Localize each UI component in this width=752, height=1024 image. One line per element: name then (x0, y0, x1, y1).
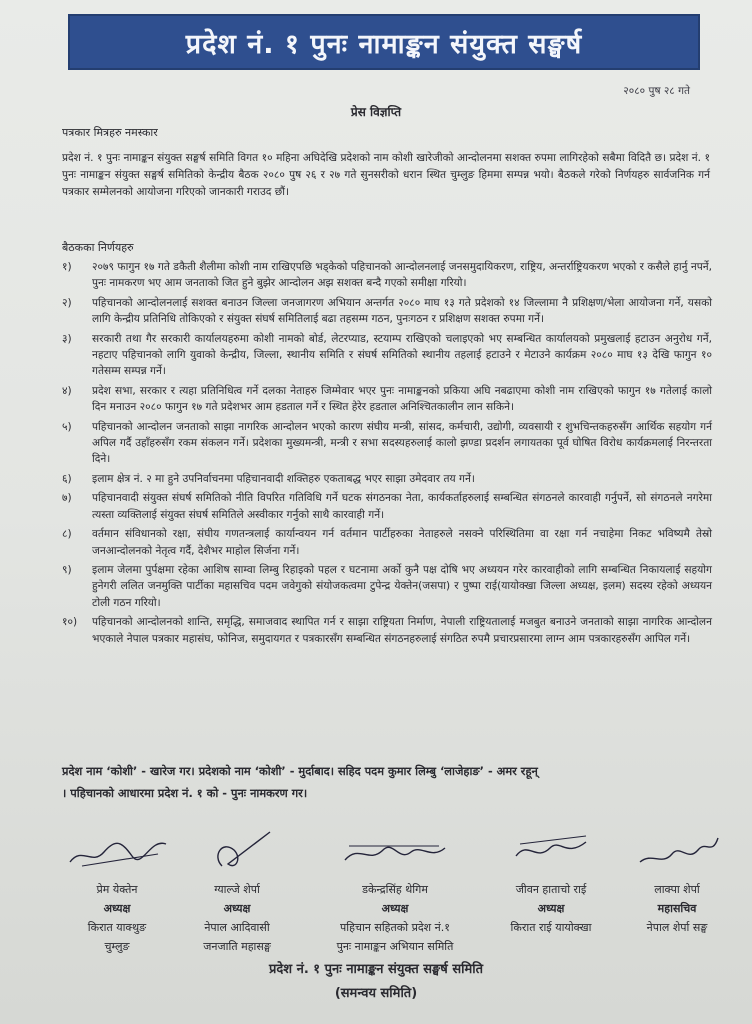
signatory-5 (612, 826, 742, 937)
signatory-role: अध्यक्ष (103, 902, 131, 915)
signatory-2 (172, 826, 302, 956)
decision-number: ६) (62, 472, 72, 485)
salutation: पत्रकार मित्रहरु नमस्कार (62, 126, 158, 139)
signatory-name: लाक्पा शेर्पा (654, 883, 700, 896)
decision-item (62, 526, 712, 559)
signatory-org: पहिचान सहितको प्रदेश नं.१ (340, 921, 450, 934)
signatory-name: डकेन्द्रसिंह थेगिम (362, 883, 428, 896)
decision-text: पहिचानवादी संयुक्त संघर्ष समितिको नीति विपरित गतिविधि गर्ने घटक संगठनका नेता, कार्यकर्ताहरुलाई सम्बन्धित संगठनले कारवाही गर्नुपर्ने, सो संगठनले नगरेमा त्यस्ता व्यक्तिलाई संयुक्त संघर्ष समितिले अस्वीकार गर्नुको साथै कारवाही गर्ने। (92, 492, 712, 521)
signatory-org: नेपाल शेर्पा सङ्घ (646, 921, 708, 934)
slogans (62, 760, 712, 804)
decision-item (62, 419, 712, 468)
slogan-line: । पहिचानको आधारमा प्रदेश नं. १ को - पुनः नामकरण गर। (62, 786, 308, 800)
decision-number: ८) (62, 528, 72, 541)
signatory-org: नेपाल आदिवासी (204, 921, 270, 934)
signatory-name: ग्याल्जे शेर्पा (214, 883, 260, 896)
decision-item (62, 259, 712, 292)
decision-number: १०) (62, 616, 78, 629)
header-banner (68, 14, 700, 70)
signature-scribble (62, 826, 172, 874)
decision-item (62, 331, 712, 380)
signatory-4 (486, 826, 616, 937)
decisions-list (62, 259, 712, 650)
signatory-role: अध्यक्ष (537, 902, 565, 915)
decision-number: ९) (62, 563, 72, 576)
intro-paragraph: प्रदेश नं. १ पुनः नामाङ्कन संयुक्त सङ्घर्ष समिति विगत १० महिना अघिदेखि प्रदेशको नाम कोशी खारेजीको आन्दोलनमा सशक्त रुपमा लागिरहेको सबैमा विदितै छ। प्रदेश नं. १ पुनः नामाङ्कन संयुक्त सङ्घर्ष समितिको केन्द्रीय बैठक २०८० पुष २६ र २७ गते सुनसरीको धरान स्थित चुम्लुङ हिममा सम्पन्न भयो। बैठकले गरेको निर्णयहरु सार्वजनिक गर्न पत्रकार सम्मेलनको आयोजना गरिएको जानकारी गराउद छौं। (62, 152, 710, 198)
signature-scribble (335, 826, 455, 874)
decision-item (62, 471, 712, 487)
footer-committee: प्रदेश नं. १ पुनः नामाङ्कन संयुक्त सङ्घर्ष समिति (268, 962, 484, 977)
slogan-line: प्रदेश नाम ‘कोशी’ - खारेज गर। प्रदेशको नाम ‘कोशी’ - मुर्दाबाद। सहिद पदम कुमार लिम्बु ‘लाजेहाङ’ - अमर रहून् (62, 764, 538, 778)
decision-text: वर्तमान संविधानको रक्षा, संघीय गणतन्त्रलाई कार्यान्वयन गर्न वर्तमान पार्टीहरुका नेताहरुले नसक्ने परिस्थितिमा वा रक्षा गर्न नचाहेमा निकट भविष्यमै तेस्रो जनआन्दोलनको नेतृत्व गर्दै, देशैभर माहोल सिर्जना गर्ने। (92, 528, 712, 557)
signature-scribble (632, 826, 722, 874)
decision-item (62, 490, 712, 523)
release-date: २०८० पुष २८ गते (623, 85, 690, 97)
decision-text: प्रदेश सभा, सरकार र त्यहा प्रतिनिधित्व गर्ने दलका नेताहरु जिम्मेवार भएर पुनः नामाङ्कनको प्रकिया अघि नबढाएमा कोशी नाम राखिएको फागुन १७ गतेलाई कालो दिन मनाउन २०८० फागुन १७ गते प्रदेशभर आम हडताल गर्ने र स्थित हेरेर हडताल अनिश्चितकालीन लान सकिने। (92, 384, 712, 414)
decision-text: इलाम जेलमा पुर्पक्षमा रहेका आशिष साम्वा लिम्बु रिहाइको पहल र घटनामा अर्को कुनै पक्ष दोषि भए अध्ययन गरेर कारवाहीको लागि सम्बन्धित निकायलाई सहयोग हुनेगरी ललित जनमुक्ति पार्टीका महासचिव पदम जवेगुको संयोजकत्वमा टुपेन्द्र येक्तेन(जसपा) र पुष्पा राई(यायोक्खा जिल्ला अध्यक्ष, इलम) सदस्य रहेको अध्ययन टोली गठन गरियो। (92, 563, 712, 609)
decision-text: पहिचानको आन्दोलनको शान्ति, समृद्धि, समाजवाद स्थापित गर्न र साझा राष्ट्रियता निर्माण, नेपाली राष्ट्रियतालाई मजबुत बनाउने जनताको साझा नागरिक आन्दोलन भएकाले नेपाल पत्रकार महासंघ, फोनिज, समुदायगत र पत्रकारसँग सम्बन्धित संगठनहरुलाई संगठित रुपमै प्रचारप्रसारमा लाग्न आम पत्रकारहरुसँग आपिल गर्ने। (92, 616, 712, 645)
header-title: प्रदेश नं. १ पुनः नामाङ्कन संयुक्त सङ्घर्ष (185, 28, 583, 60)
decision-text: सरकारी तथा गैर सरकारी कार्यालयहरुमा कोशी नामको बोर्ड, लेटरप्याड, स्टयाम्प राखिएको चलाइएको भए सम्बन्धित कार्यालयको प्रमुखलाई हटाउन अनुरोध गर्ने, नहटाए पहिचानको लागि युवाको केन्द्रीय, जिल्ला, स्थानीय समिति र संघर्ष समितिको स्थानीय तहलाई हटाउने र मेटाउने कार्यक्रम २०८० माघ १३ देखि फागुन १० गतेसम्म सम्पन्न गर्ने। (92, 332, 712, 378)
signatory-name: जीवन हाताचो राई (515, 883, 587, 896)
decision-text: २०७९ फागुन १७ गते डकैती शैलीमा कोशी नाम राखिएपछि भड्केको पहिचानको आन्दोलनलाई जनसमुदायिकरण, राष्ट्रिय, अन्तर्राष्ट्रियकरण भएको र कसैले हार्नु नपर्ने, पुनः नामकरण भए आम जनताको जित हुने बुझेर आन्दोलन अझ सशक्त बन्दै गएको समीक्षा गरियो। (92, 261, 712, 290)
decision-number: १) (62, 261, 72, 273)
signatory-org: किरात राई यायोक्खा (510, 921, 592, 934)
signature-scribble (506, 826, 596, 874)
decision-number: ४) (62, 384, 72, 397)
decision-item (62, 562, 712, 611)
signatory-3 (300, 826, 490, 956)
decision-item (62, 383, 712, 416)
signatory-role: अध्यक्ष (381, 902, 409, 915)
signatory-org: पुनः नामाङ्कन अभियान समिति (336, 940, 454, 953)
decision-item (62, 295, 712, 328)
signatory-org: किरात याक्थुङ (87, 921, 147, 934)
document-heading: प्रेस विज्ञप्ति (350, 105, 402, 119)
signatory-org: चुम्लुङ (104, 940, 130, 953)
decision-text: इलाम क्षेत्र नं. २ मा हुने उपनिर्वाचनमा पहिचानवादी शक्तिहरु एकताबद्ध भएर साझा उमेदवार तय गर्ने। (92, 472, 475, 485)
decision-text: पहिचानको आन्दोलन जनताको साझा नागरिक आन्दोलन भएको कारण संघीय मन्त्री, सांसद, कर्मचारी, उद्योगी, व्यवसायी र शुभचिन्तकहरुसँग आर्थिक सहयोग गर्न अपिल गर्दै उहाँहरुसँग रकम संकलन गर्ने। प्रदेशका मुख्यमन्त्री, मन्त्री र सभा सदस्यहरुलाई कालो झण्डा प्रदर्शन लगायतका पूर्व घोषित विरोध कार्यक्रमलाई निरन्तरता दिने। (92, 420, 712, 466)
signatory-name: प्रेम येक्तेन (96, 883, 138, 896)
footer-subtitle: (समन्वय समिति) (334, 986, 418, 1001)
decisions-title: बैठकका निर्णयहरु (62, 241, 134, 254)
decision-item (62, 614, 712, 647)
signatory-1 (52, 826, 182, 956)
footer (0, 958, 752, 1006)
signatory-org: जनजाति महासङ्घ (203, 940, 271, 953)
decision-number: ५) (62, 420, 72, 433)
decision-text: पहिचानको आन्दोलनलाई सशक्त बनाउन जिल्ला जनजागरण अभियान अन्तर्गत २०८० माघ १३ गते प्रदेशको १४ जिल्लामा नै प्रशिक्षण/भेला आयोजना गर्ने, यसको लागि केन्द्रीय प्रतिनिधि तोकिएको र संयुक्त संघर्ष समितिलाई बढा तहसम्म गठन, पुनःगठन र प्रशिक्षण सशक्त रुपमा गर्ने। (92, 296, 712, 326)
signatory-role: महासचिव (657, 902, 697, 915)
decision-number: ७) (62, 492, 72, 505)
decision-number: २) (62, 296, 72, 309)
signature-scribble (192, 826, 282, 874)
decision-number: ३) (62, 332, 72, 345)
signatory-role: अध्यक्ष (223, 902, 251, 915)
